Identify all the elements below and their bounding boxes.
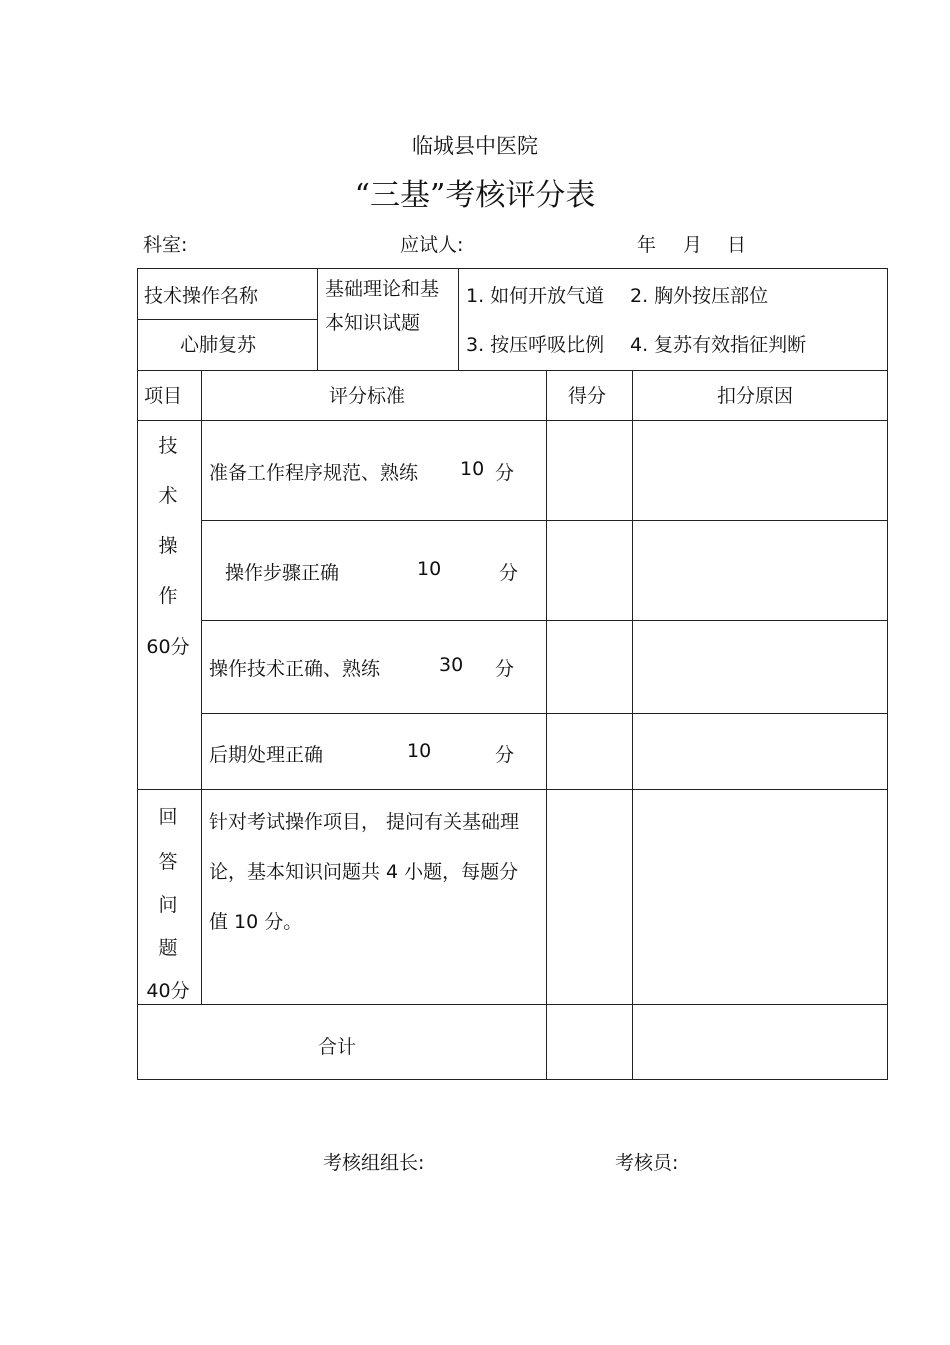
question-2: 2. 胸外按压部位	[630, 285, 769, 307]
question-1: 1. 如何开放气道	[466, 285, 605, 307]
score-table	[137, 268, 888, 1080]
section2-char: 题	[158, 937, 178, 959]
skill-name-label: 技术操作名称	[144, 285, 259, 307]
section1-points: 60分	[146, 636, 190, 658]
column-criteria: 评分标准	[329, 385, 406, 407]
dept-label: 科室:	[143, 234, 188, 256]
section1-char: 作	[158, 585, 178, 607]
section2-char: 回	[158, 806, 178, 828]
date-day-label: 日	[727, 234, 747, 256]
date-year-label: 年	[637, 234, 657, 256]
examinee-label: 应试人:	[400, 234, 464, 256]
hospital-name: 临城县中医院	[412, 134, 538, 158]
column-score: 得分	[568, 385, 607, 407]
criteria-row-text: 操作技术正确、熟练	[209, 658, 381, 680]
criteria-row-value: 10	[460, 458, 485, 480]
criteria-row-unit: 分	[499, 562, 519, 584]
examiner-signature-label: 考核员:	[615, 1152, 679, 1174]
section1-char: 术	[158, 485, 178, 507]
date-month-label: 月	[683, 234, 703, 256]
criteria-row-text: 后期处理正确	[209, 744, 324, 766]
criteria-row-text: 操作步骤正确	[225, 562, 340, 584]
criteria-row-unit: 分	[495, 744, 515, 766]
column-deduction-reason: 扣分原因	[717, 385, 794, 407]
skill-name-value: 心肺复苏	[180, 334, 257, 356]
criteria-row-unit: 分	[495, 658, 515, 680]
question-3: 3. 按压呼吸比例	[466, 334, 605, 356]
section1-char: 技	[158, 435, 178, 457]
section2-criteria-text: 针对考试操作项目， 提问有关基础理论，基本知识问题共 4 小题，每题分值 10 分。	[209, 811, 520, 933]
criteria-row-text: 准备工作程序规范、熟练	[209, 462, 419, 484]
criteria-row-value: 30	[439, 654, 464, 676]
column-item: 项目	[144, 385, 183, 407]
section2-char: 问	[158, 894, 178, 916]
question-4: 4. 复苏有效指征判断	[630, 334, 807, 356]
page-title: “三基”考核评分表	[354, 178, 596, 213]
criteria-row-value: 10	[407, 740, 432, 762]
criteria-row-unit: 分	[495, 462, 515, 484]
criteria-row-value: 10	[417, 558, 442, 580]
theory-questions-label: 基础理论和基本知识试题	[325, 278, 440, 334]
total-label: 合计	[318, 1036, 357, 1058]
leader-signature-label: 考核组组长:	[323, 1152, 425, 1174]
section2-points: 40分	[146, 980, 190, 1002]
section1-char: 操	[158, 535, 178, 557]
section2-char: 答	[158, 851, 178, 873]
